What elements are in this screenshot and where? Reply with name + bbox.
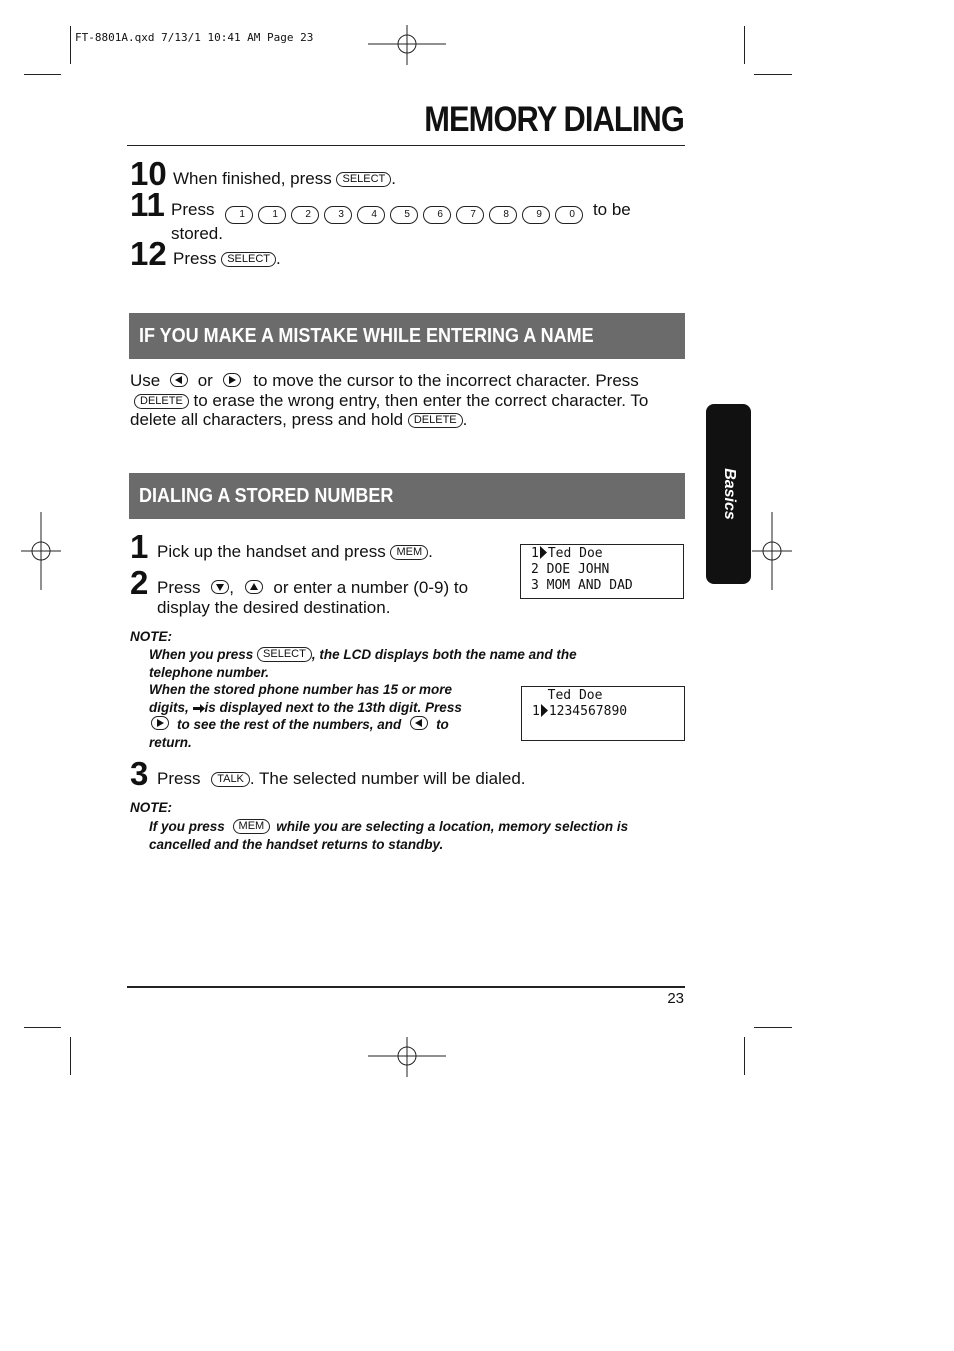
number-key: 1 xyxy=(258,206,286,224)
crop-mark xyxy=(70,1037,71,1075)
page-title: MEMORY DIALING xyxy=(424,100,684,139)
footer-rule xyxy=(127,986,685,988)
registration-mark-icon xyxy=(368,1037,446,1077)
cursor-arrow-icon xyxy=(540,704,549,717)
talk-key: TALK xyxy=(211,772,250,787)
down-arrow-key-icon xyxy=(211,580,229,594)
mem-key: MEM xyxy=(233,819,271,834)
title-rule xyxy=(127,145,685,146)
select-key: SELECT xyxy=(221,252,276,267)
step-number: 2 xyxy=(130,564,149,601)
mistake-paragraph: Use or to move the cursor to the incorrect character. Press DELETE to erase the wrong entry, then enter the correct character. To delete all characters, press and hold DELETE . xyxy=(130,371,649,429)
note-heading: NOTE: xyxy=(130,800,172,815)
note-text: If you press MEM while you are selecting a location, memory selection is cancelled and the handset returns to standby. xyxy=(149,819,629,852)
left-arrow-key-icon xyxy=(170,373,188,387)
crop-mark xyxy=(24,1027,61,1028)
registration-mark-icon xyxy=(368,25,446,65)
arrow-icon xyxy=(193,704,205,713)
right-arrow-key-icon xyxy=(151,716,169,730)
left-arrow-key-icon xyxy=(410,716,428,730)
file-header: FT-8801A.qxd 7/13/1 10:41 AM Page 23 xyxy=(75,31,314,44)
step-text: When finished, press SELECT . xyxy=(173,169,397,188)
crop-mark xyxy=(744,1037,745,1075)
registration-mark-icon xyxy=(752,512,792,590)
number-key: 4 xyxy=(357,206,385,224)
number-key: 6 xyxy=(423,206,451,224)
number-key: 1 xyxy=(225,206,253,224)
right-arrow-key-icon xyxy=(223,373,241,387)
cursor-arrow-icon xyxy=(539,546,548,559)
section-heading: DIALING A STORED NUMBER xyxy=(129,473,685,519)
crop-mark xyxy=(24,74,61,75)
select-key: SELECT xyxy=(257,647,312,662)
step-number: 1 xyxy=(130,528,149,565)
number-key: 0 xyxy=(555,206,583,224)
step-number: 12 xyxy=(130,235,167,272)
lcd-display: 1 Ted Doe 2 DOE JOHN 3 MOM AND DAD xyxy=(520,544,684,599)
section-heading: IF YOU MAKE A MISTAKE WHILE ENTERING A NAME xyxy=(129,313,685,359)
step-text: Pick up the handset and press MEM . xyxy=(157,542,433,561)
step-number: 3 xyxy=(130,755,149,792)
number-key: 2 xyxy=(291,206,319,224)
step-text: Press , or enter a number (0-9) to display the desired destination. xyxy=(157,578,469,617)
crop-mark xyxy=(754,74,792,75)
step-number: 11 xyxy=(130,186,165,223)
step-text: Press TALK . The selected number will be dialed. xyxy=(157,769,526,788)
number-key: 9 xyxy=(522,206,550,224)
registration-mark-icon xyxy=(21,512,61,590)
number-key: 5 xyxy=(390,206,418,224)
page-number: 23 xyxy=(667,990,684,1007)
number-key: 3 xyxy=(324,206,352,224)
mem-key: MEM xyxy=(390,545,428,560)
crop-mark xyxy=(70,26,71,64)
number-key: 8 xyxy=(489,206,517,224)
note-text: When you press SELECT , the LCD displays both the name and the telephone number. When the stored phone number has 15 or more digits, is displayed next to the 13th digit. Press to see the rest of the numbers, and to return. xyxy=(149,647,577,750)
crop-mark xyxy=(754,1027,792,1028)
delete-key: DELETE xyxy=(134,394,189,409)
number-key: 7 xyxy=(456,206,484,224)
step-text: Press SELECT . xyxy=(173,249,281,268)
delete-key: DELETE xyxy=(408,413,463,428)
crop-mark xyxy=(744,26,745,64)
side-tab-label: Basics xyxy=(720,468,738,520)
step-text: Press 1 1 2 3 4 5 6 7 8 9 0 to be stored. xyxy=(171,200,631,243)
select-key: SELECT xyxy=(336,172,391,187)
step-number: 10 xyxy=(130,155,167,192)
note-heading: NOTE: xyxy=(130,629,172,644)
up-arrow-key-icon xyxy=(245,580,263,594)
lcd-display: Ted Doe 1 1234567890 xyxy=(521,686,685,741)
